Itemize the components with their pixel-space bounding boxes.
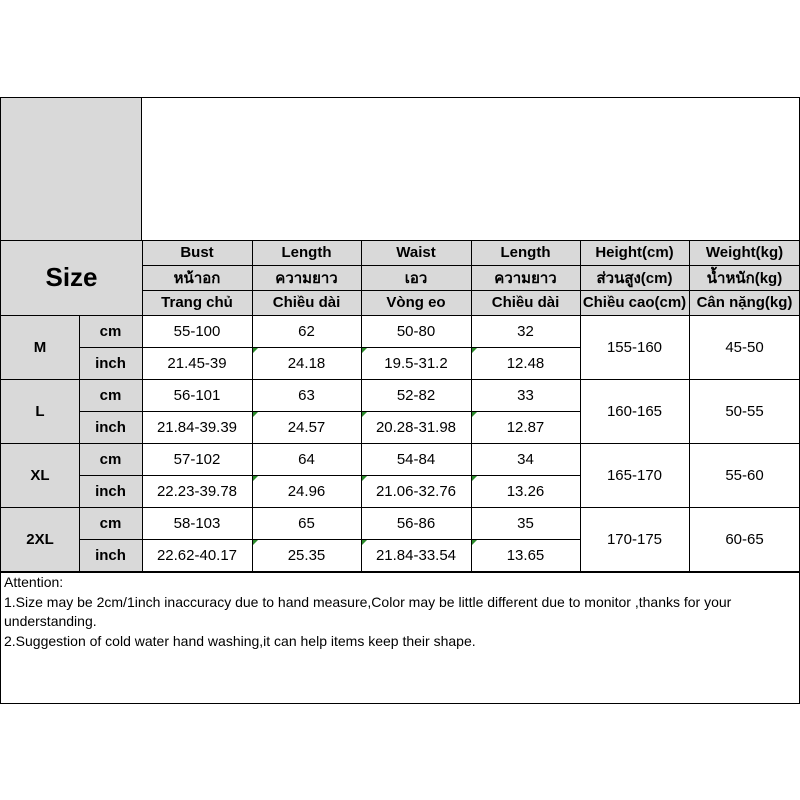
size-header: Size <box>45 262 98 292</box>
photo-frame-bg <box>1 98 141 240</box>
size-label: 2XL <box>26 530 54 548</box>
table-cell-cm: 58-103 <box>173 514 221 532</box>
grid-line <box>79 315 80 571</box>
attention-note-1: 1.Size may be 2cm/1inch inaccuracy due to hand measure,Color may be little different due to monitor ,thanks for your understanding. <box>4 593 732 629</box>
attention-notes <box>4 573 796 651</box>
column-header-en: Bust <box>180 244 214 261</box>
table-bottom-border <box>0 703 800 704</box>
table-cell-inch: 13.65 <box>506 546 545 564</box>
unit-label-inch: inch <box>95 482 126 500</box>
table-cell-inch: 21.84-39.39 <box>156 418 238 436</box>
column-header-th: ความยาว <box>275 269 338 287</box>
height-cell: 170-175 <box>606 530 663 548</box>
grid-line <box>79 475 580 476</box>
attention-heading: Attention: <box>4 574 64 590</box>
table-cell-inch: 24.18 <box>287 354 326 372</box>
weight-cell: 45-50 <box>725 338 764 356</box>
table-cell-cm: 65 <box>298 514 315 532</box>
table-cell-cm: 56-86 <box>396 514 436 532</box>
column-header-en: Length <box>500 244 551 261</box>
table-cell-inch: 12.87 <box>506 418 545 436</box>
table-cell-cm: 54-84 <box>396 450 436 468</box>
table-cell-inch: 22.23-39.78 <box>156 482 238 500</box>
table-cell-cm: 52-82 <box>396 386 436 404</box>
grid-line <box>0 240 800 241</box>
table-cell-cm: 64 <box>298 450 315 468</box>
column-header-th: ความยาว <box>494 269 557 287</box>
column-header-th: เอว <box>404 269 428 287</box>
table-cell-inch: 24.57 <box>287 418 326 436</box>
table-top-border <box>0 97 800 98</box>
grid-line <box>580 240 581 571</box>
table-cell-cm: 33 <box>517 386 534 404</box>
unit-label-inch: inch <box>95 354 126 372</box>
column-header-vi: Vòng eo <box>386 294 446 311</box>
height-cell: 165-170 <box>606 466 663 484</box>
column-header-th: หน้าอก <box>173 269 221 287</box>
grid-line <box>0 379 800 380</box>
table-cell-inch: 12.48 <box>506 354 545 372</box>
column-header-en: Waist <box>396 244 436 261</box>
table-left-border <box>0 97 1 704</box>
height-cell: 160-165 <box>606 402 663 420</box>
photo-divider <box>141 97 142 240</box>
column-header-vi: Chiều dài <box>272 294 341 311</box>
column-header-vi: Trang chủ <box>161 294 233 311</box>
table-cell-cm: 50-80 <box>396 322 436 340</box>
weight-cell: 60-65 <box>725 530 764 548</box>
title-background <box>142 98 800 240</box>
size-label: M <box>33 338 47 356</box>
table-cell-inch: 13.26 <box>506 482 545 500</box>
table-cell-cm: 63 <box>298 386 315 404</box>
table-cell-cm: 55-100 <box>173 322 221 340</box>
grid-line <box>79 347 580 348</box>
unit-label-inch: inch <box>95 546 126 564</box>
column-header-th: น้ำหนัก(kg) <box>706 269 783 287</box>
table-cell-inch: 20.28-31.98 <box>375 418 457 436</box>
grid-line <box>689 240 690 571</box>
column-header-en: Weight(kg) <box>705 244 784 261</box>
table-cell-inch: 19.5-31.2 <box>384 354 448 372</box>
column-header-vi: Chiều cao(cm) <box>582 294 687 311</box>
table-cell-cm: 35 <box>517 514 534 532</box>
table-cell-inch: 21.06-32.76 <box>375 482 457 500</box>
column-header-vi: Chiều dài <box>491 294 560 311</box>
unit-label-cm: cm <box>99 322 122 340</box>
table-cell-inch: 21.45-39 <box>167 354 227 372</box>
table-cell-cm: 32 <box>517 322 534 340</box>
unit-label-inch: inch <box>95 418 126 436</box>
grid-line <box>0 443 800 444</box>
grid-line <box>471 240 472 571</box>
grid-line <box>0 507 800 508</box>
size-label: L <box>35 402 45 420</box>
grid-line <box>361 240 362 571</box>
column-header-en: Length <box>281 244 332 261</box>
size-label: XL <box>30 466 50 484</box>
table-cell-cm: 62 <box>298 322 315 340</box>
table-cell-inch: 24.96 <box>287 482 326 500</box>
grid-line <box>79 539 580 540</box>
weight-cell: 55-60 <box>725 466 764 484</box>
grid-line <box>252 240 253 571</box>
grid-line <box>142 240 143 571</box>
grid-line <box>79 411 580 412</box>
column-header-th: ส่วนสูง(cm) <box>596 269 673 287</box>
table-cell-inch: 21.84-33.54 <box>375 546 457 564</box>
attention-note-2: 2.Suggestion of cold water hand washing,it can help items keep their shape. <box>4 632 476 649</box>
column-header-en: Height(cm) <box>595 244 674 261</box>
column-header-vi: Cân nặng(kg) <box>696 294 793 311</box>
grid-line <box>0 315 800 316</box>
table-cell-cm: 56-101 <box>173 386 221 404</box>
table-cell-cm: 34 <box>517 450 534 468</box>
table-cell-inch: 25.35 <box>287 546 326 564</box>
unit-label-cm: cm <box>99 450 122 468</box>
weight-cell: 50-55 <box>725 402 764 420</box>
table-cell-cm: 57-102 <box>173 450 221 468</box>
unit-label-cm: cm <box>99 386 122 404</box>
height-cell: 155-160 <box>606 338 663 356</box>
unit-label-cm: cm <box>99 514 122 532</box>
table-cell-inch: 22.62-40.17 <box>156 546 238 564</box>
